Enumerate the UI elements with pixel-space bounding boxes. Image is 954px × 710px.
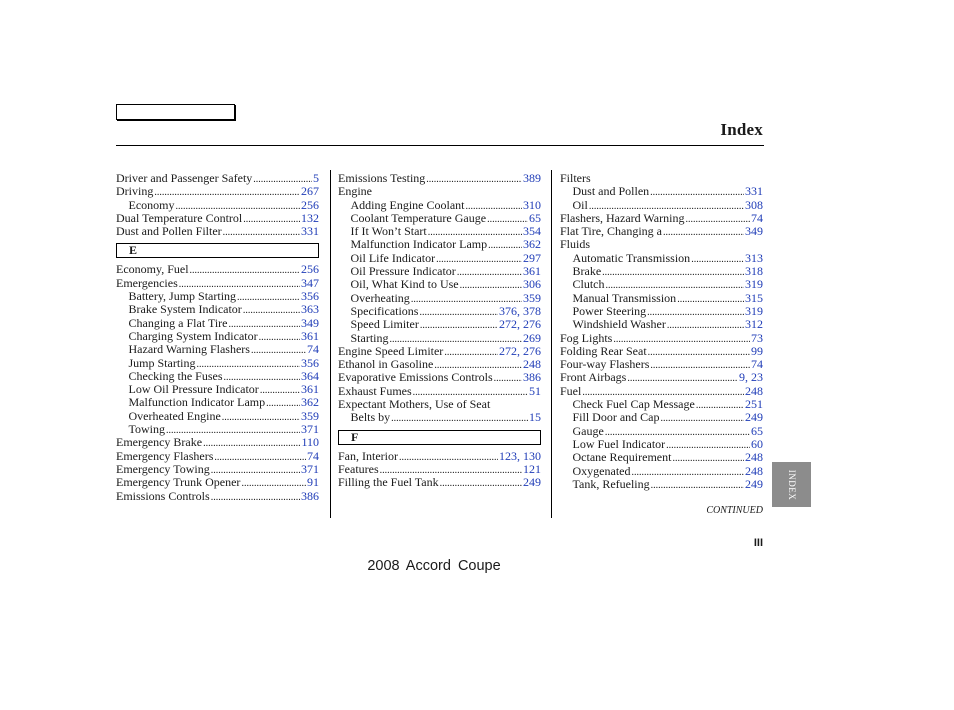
page-link[interactable]: 359 (523, 290, 541, 305)
page-link[interactable]: 249 (745, 476, 763, 491)
index-subentry (338, 212, 541, 225)
index-entry (560, 345, 763, 358)
entry-label: Battery, Jump Starting (128, 289, 237, 304)
dot-leader (426, 172, 522, 186)
index-subentry (116, 330, 319, 343)
index-column-3 (560, 172, 763, 491)
page-link[interactable]: 65 (529, 210, 541, 225)
dot-leader (154, 185, 300, 199)
entry-label: Four-way Flashers (560, 357, 650, 372)
index-subentry (560, 185, 763, 198)
page-link[interactable]: 74 (751, 210, 763, 225)
page-link[interactable]: 74 (307, 342, 319, 357)
index-subentry (338, 199, 541, 212)
dot-leader (487, 212, 528, 226)
dot-leader (420, 318, 498, 332)
dot-leader (259, 330, 300, 344)
page-link[interactable]: 371 (301, 461, 319, 476)
index-subentry (338, 332, 541, 345)
entry-label: Evaporative Emissions Controls (338, 370, 493, 385)
dot-leader (663, 225, 744, 239)
entry-label: Windshield Washer (572, 317, 666, 332)
page-link[interactable]: 256 (301, 262, 319, 277)
index-entry (116, 185, 319, 198)
page-link[interactable]: 356 (301, 355, 319, 370)
page-link[interactable]: 354 (523, 224, 541, 239)
page-link[interactable]: 269 (523, 330, 541, 345)
entry-label: Flashers, Hazard Warning (560, 210, 685, 225)
index-subentry (338, 278, 541, 291)
page-link[interactable]: 65 (751, 423, 763, 438)
page-link[interactable]: 110 (301, 435, 319, 450)
index-subentry (116, 303, 319, 316)
index-subentry (560, 199, 763, 212)
page-link[interactable]: 121 (523, 461, 541, 476)
index-entry (116, 436, 319, 449)
dot-leader (650, 185, 744, 199)
index-entry (560, 212, 763, 225)
index-entry (338, 358, 541, 371)
entry-label: Oil Life Indicator (350, 250, 436, 265)
entry-label: Emissions Controls (116, 488, 210, 503)
page-link[interactable]: 386 (523, 370, 541, 385)
dot-leader (651, 478, 744, 492)
index-subentry (560, 278, 763, 291)
page-number: III (753, 537, 763, 549)
index-column-1 (116, 172, 319, 503)
page-link[interactable]: 248 (523, 357, 541, 372)
entry-label: Brake (572, 264, 602, 279)
index-entry (338, 371, 541, 384)
index-subentry (116, 423, 319, 436)
entry-label: Specifications (350, 303, 419, 318)
dot-leader (460, 278, 522, 292)
page-link[interactable]: 310 (523, 197, 541, 212)
entry-label: Power Steering (572, 303, 647, 318)
entry-label: Octane Requirement (572, 450, 672, 465)
entry-label: Driving (116, 184, 154, 199)
index-subentry (338, 318, 541, 331)
entry-label: Economy (128, 197, 175, 212)
index-subentry (116, 370, 319, 383)
column-divider-1 (330, 170, 331, 518)
index-entry (560, 225, 763, 238)
page-title: Index (720, 120, 763, 139)
entry-label: Fog Lights (560, 330, 613, 345)
index-entry (338, 172, 541, 185)
page-link[interactable]: 74 (307, 448, 319, 463)
entry-label: Changing a Flat Tire (128, 315, 228, 330)
section-letter-header: E (116, 243, 319, 258)
index-entry (116, 450, 319, 463)
entry-label: Tank, Refueling (572, 476, 650, 491)
entry-label: Malfunction Indicator Lamp (350, 237, 488, 252)
dot-leader (677, 292, 744, 306)
column-divider-2 (551, 170, 552, 518)
index-subentry (338, 265, 541, 278)
entry-label: If It Won’t Start (350, 224, 427, 239)
page-link[interactable]: 99 (751, 343, 763, 358)
entry-label: Driver and Passenger Safety (116, 171, 253, 185)
dot-leader (243, 212, 300, 226)
footer-title: 2008 Accord Coupe (367, 558, 501, 574)
page-link[interactable]: 318 (745, 264, 763, 279)
page-link[interactable]: 349 (301, 315, 319, 330)
page-link[interactable]: 74 (751, 357, 763, 372)
index-entry (338, 450, 541, 463)
page-link[interactable]: 364 (301, 368, 319, 383)
index-subentry (560, 478, 763, 491)
dot-leader (190, 263, 300, 277)
dot-leader (241, 476, 306, 490)
entry-label: Clutch (572, 277, 605, 292)
dot-leader (391, 411, 528, 425)
entry-label: Automatic Transmission (572, 250, 691, 265)
index-subentry (338, 411, 541, 424)
index-entry (560, 371, 763, 384)
index-subentry (560, 451, 763, 464)
entry-label: Low Fuel Indicator (572, 436, 666, 451)
dot-leader (457, 265, 522, 279)
entry-label: Fuel (560, 383, 582, 398)
page-link[interactable]: 386 (301, 488, 319, 503)
page-link[interactable]: 361 (301, 328, 319, 343)
index-subentry (116, 343, 319, 356)
page-link[interactable]: 272, 276 (499, 317, 541, 332)
entry-label: Oxygenated (572, 463, 631, 478)
index-subentry (116, 199, 319, 212)
index-entry (338, 476, 541, 489)
continued-label: CONTINUED (706, 505, 763, 516)
entry-label: Charging System Indicator (128, 328, 258, 343)
entry-label: Speed Limiter (350, 317, 419, 332)
entry-label: Emissions Testing (338, 171, 426, 185)
index-subentry (560, 465, 763, 478)
title-divider (116, 145, 764, 146)
page-link[interactable]: 359 (301, 408, 319, 423)
index-subentry (560, 438, 763, 451)
dot-leader (251, 343, 306, 357)
index-entry (116, 476, 319, 489)
dot-leader (223, 225, 300, 239)
entry-label: Low Oil Pressure Indicator (128, 382, 259, 397)
dot-leader (260, 383, 300, 397)
dot-leader (444, 345, 498, 359)
dot-leader (666, 438, 750, 452)
dot-leader (440, 476, 522, 490)
index-subentry (338, 225, 541, 238)
entry-label: Starting (350, 330, 389, 345)
entry-label: Flat Tire, Changing a (560, 224, 663, 239)
entry-label: Front Airbags (560, 370, 627, 385)
dot-leader (243, 303, 300, 317)
page-link[interactable]: 349 (745, 224, 763, 239)
entry-label: Malfunction Indicator Lamp (128, 395, 266, 410)
dot-leader (399, 450, 498, 464)
index-entry (560, 358, 763, 371)
index-subentry (560, 292, 763, 305)
page-link[interactable]: 347 (301, 275, 319, 290)
entry-label: Towing (128, 422, 165, 437)
entry-label: Ethanol in Gasoline (338, 357, 434, 372)
index-heading: Filters (560, 171, 591, 185)
dot-leader (627, 371, 738, 385)
entry-label: Filling the Fuel Tank (338, 475, 439, 490)
dot-leader (237, 290, 300, 304)
page-link[interactable]: 123, 130 (499, 448, 541, 463)
page-link[interactable]: 272, 276 (499, 343, 541, 358)
page-link[interactable]: 331 (745, 184, 763, 199)
index-column-2 (338, 172, 541, 490)
index-entry (116, 463, 319, 476)
page-link[interactable]: 312 (745, 317, 763, 332)
entry-label: Emergency Towing (116, 461, 210, 476)
page-link[interactable]: 319 (745, 303, 763, 318)
index-subentry (560, 305, 763, 318)
page-link[interactable]: 249 (523, 475, 541, 490)
header-label-box (116, 104, 235, 120)
index-subentry (560, 411, 763, 424)
entry-label: Check Fuel Cap Message (572, 397, 695, 412)
entry-label: Folding Rear Seat (560, 343, 647, 358)
entry-label: Fill Door and Cap (572, 410, 660, 425)
dot-leader (494, 371, 522, 385)
entry-label: Dust and Pollen Filter (116, 224, 222, 239)
entry-label: Emergency Flashers (116, 448, 214, 463)
dot-leader (685, 212, 750, 226)
dot-leader (650, 358, 750, 372)
entry-label: Overheating (350, 290, 410, 305)
entry-label: Brake System Indicator (128, 302, 242, 317)
index-entry (560, 385, 763, 398)
index-heading: Expectant Mothers, Use of Seat (338, 397, 491, 412)
dot-leader (222, 410, 300, 424)
page-link[interactable]: 356 (301, 289, 319, 304)
page-link[interactable]: 361 (523, 264, 541, 279)
page-link[interactable]: 389 (523, 171, 541, 185)
entry-label: Checking the Fuses (128, 368, 223, 383)
page-link[interactable]: 248 (745, 463, 763, 478)
index-subentry (560, 318, 763, 331)
index-subentry (116, 357, 319, 370)
dot-leader (661, 411, 745, 425)
entry-label: Dust and Pollen (572, 184, 650, 199)
entry-label: Overheated Engine (128, 408, 221, 423)
dot-leader (648, 345, 750, 359)
index-entry (116, 277, 319, 290)
page-link[interactable]: 315 (745, 290, 763, 305)
page-link[interactable]: 9, 23 (739, 370, 763, 385)
page-link[interactable]: 249 (745, 410, 763, 425)
index-subentry (560, 425, 763, 438)
entry-label: Emergency Brake (116, 435, 203, 450)
index-entry (560, 332, 763, 345)
entry-label: Exhaust Fumes (338, 383, 412, 398)
dot-leader (266, 396, 300, 410)
page-link[interactable]: 267 (301, 184, 319, 199)
entry-label: Emergencies (116, 275, 178, 290)
index-subentry (560, 398, 763, 411)
page-link[interactable]: 363 (301, 302, 319, 317)
dot-leader (672, 451, 744, 465)
page-link[interactable]: 91 (307, 475, 319, 490)
index-subentry (116, 410, 319, 423)
index-subentry (560, 252, 763, 265)
index-subentry (338, 238, 541, 251)
dot-leader (203, 436, 300, 450)
entry-label: Adding Engine Coolant (350, 197, 465, 212)
index-subentry (560, 265, 763, 278)
page-link[interactable]: 51 (529, 383, 541, 398)
page-link[interactable]: 5 (313, 171, 319, 185)
dot-leader (667, 318, 744, 332)
page-link[interactable]: 331 (301, 224, 319, 239)
index-entry (116, 263, 319, 276)
page-link[interactable]: 361 (301, 382, 319, 397)
entry-label: Fan, Interior (338, 448, 398, 463)
dot-leader (602, 265, 744, 279)
index-entry (116, 172, 319, 185)
index-subentry (338, 305, 541, 318)
entry-label: Economy, Fuel (116, 262, 189, 277)
index-heading: Fluids (560, 237, 591, 252)
entry-label: Belts by (350, 410, 391, 425)
dot-leader (419, 305, 498, 319)
entry-label: Oil Pressure Indicator (350, 264, 456, 279)
entry-label: Coolant Temperature Gauge (350, 210, 487, 225)
entry-label: Hazard Warning Flashers (128, 342, 250, 357)
index-heading: Engine (338, 184, 372, 199)
page-link[interactable]: 319 (745, 277, 763, 292)
entry-label: Dual Temperature Control (116, 210, 243, 225)
page-link[interactable]: 251 (745, 397, 763, 412)
entry-label: Oil, What Kind to Use (350, 277, 459, 292)
side-tab-label: INDEX (786, 469, 797, 500)
index-entry (338, 463, 541, 476)
dot-leader (696, 398, 744, 412)
index-entry (338, 345, 541, 358)
page-link[interactable]: 132 (301, 210, 319, 225)
page-link[interactable]: 306 (523, 277, 541, 292)
index-subentry (116, 383, 319, 396)
index-subentry (116, 317, 319, 330)
entry-label: Engine Speed Limiter (338, 343, 444, 358)
entry-label: Jump Starting (128, 355, 196, 370)
index-subentry (116, 396, 319, 409)
index-subentry (338, 252, 541, 265)
page-link[interactable]: 297 (523, 250, 541, 265)
entry-label: Emergency Trunk Opener (116, 475, 241, 490)
page-link[interactable]: 371 (301, 422, 319, 437)
dot-leader (691, 252, 744, 266)
page-link[interactable]: 60 (751, 436, 763, 451)
page-link[interactable]: 248 (745, 383, 763, 398)
index-subentry (116, 290, 319, 303)
page-link[interactable]: 73 (751, 330, 763, 345)
page-link[interactable]: 362 (523, 237, 541, 252)
entry-label: Manual Transmission (572, 290, 677, 305)
page-link[interactable]: 308 (745, 197, 763, 212)
section-letter-header: F (338, 430, 541, 445)
page-link[interactable]: 256 (301, 197, 319, 212)
index-entry (116, 212, 319, 225)
dot-leader (211, 490, 300, 504)
page-link[interactable]: 15 (529, 410, 541, 425)
index-entry (338, 385, 541, 398)
page-link[interactable]: 248 (745, 450, 763, 465)
dot-leader (488, 238, 522, 252)
entry-label: Gauge (572, 423, 604, 438)
index-subentry (338, 292, 541, 305)
entry-label: Features (338, 461, 379, 476)
page-link[interactable]: 362 (301, 395, 319, 410)
index-side-tab[interactable] (772, 462, 811, 507)
page-link[interactable]: 313 (745, 250, 763, 265)
index-entry (116, 225, 319, 238)
page-link[interactable]: 376, 378 (499, 303, 541, 318)
entry-label: Oil (572, 197, 588, 212)
dot-leader (214, 450, 306, 464)
index-entry (116, 490, 319, 503)
